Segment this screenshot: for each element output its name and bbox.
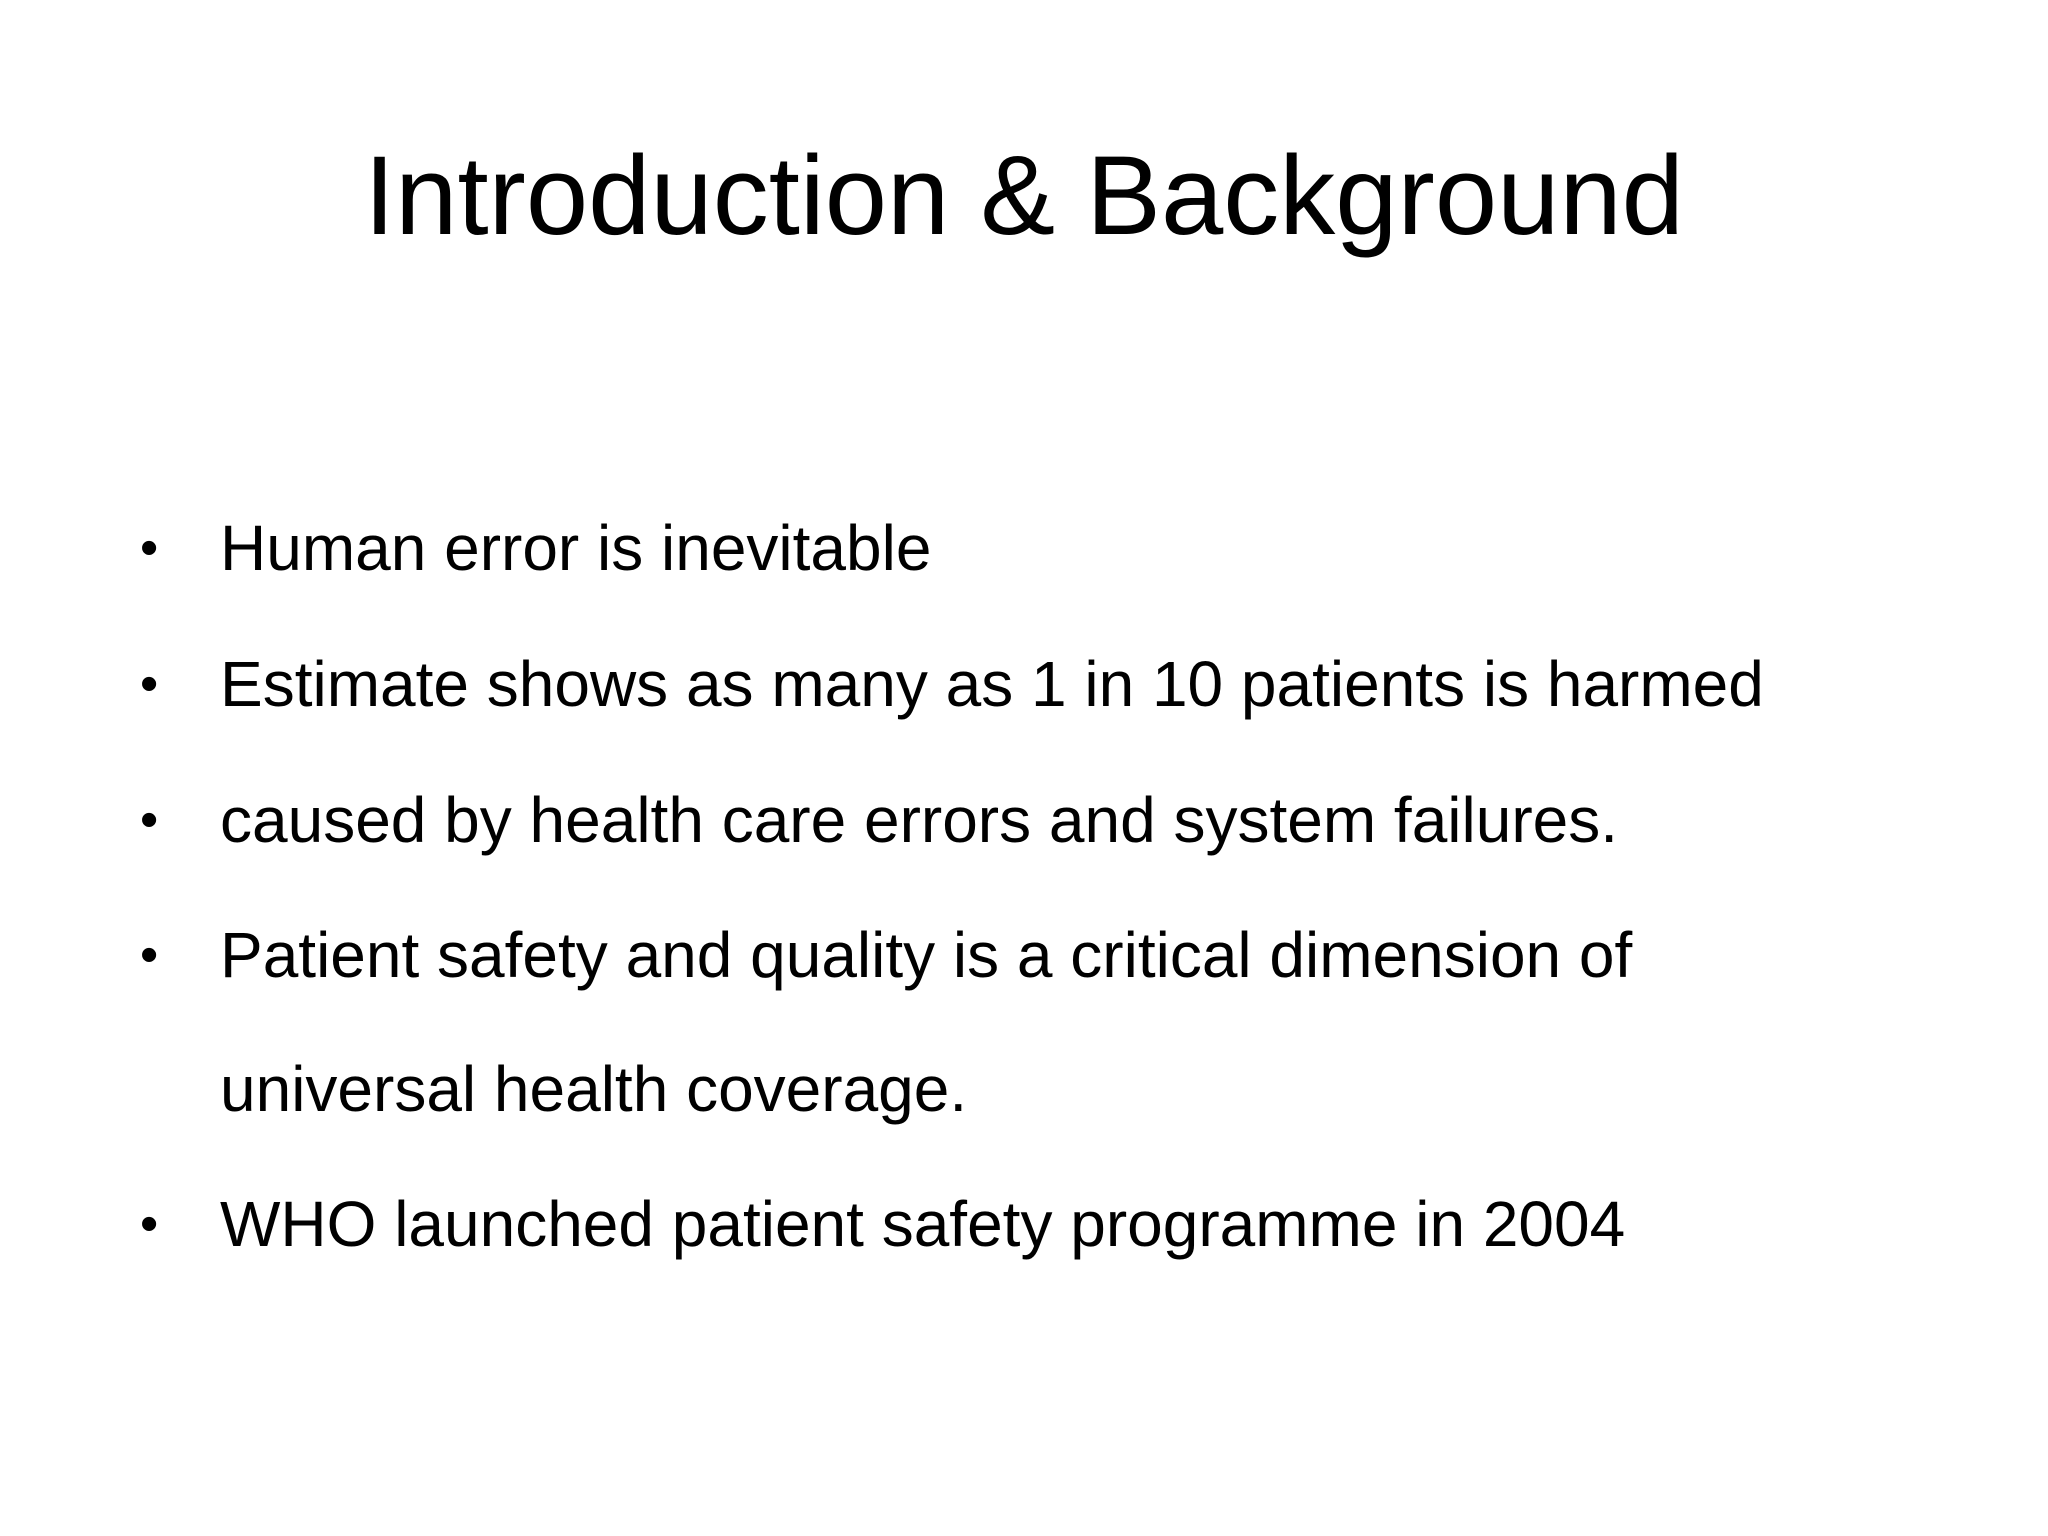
bullet-icon: •	[140, 519, 159, 577]
bullet-item	[140, 888, 1940, 1156]
bullet-text: caused by health care errors and system failures.	[220, 784, 1618, 856]
bullet-item	[140, 480, 1940, 616]
bullet-icon: •	[140, 655, 159, 713]
slide-title: Introduction & Background	[364, 133, 1684, 258]
bullet-icon: •	[140, 1195, 159, 1253]
bullet-text: Human error is inevitable	[220, 512, 932, 584]
bullet-item	[140, 752, 1940, 888]
bullet-text: WHO launched patient safety programme in 2004	[220, 1188, 1626, 1260]
bullet-text: Estimate shows as many as 1 in 10 patients is harmed	[220, 648, 1764, 720]
bullet-icon: •	[140, 791, 159, 849]
bullet-text: Patient safety and quality is a critical dimension of universal health coverage.	[220, 919, 1633, 1125]
bullet-icon: •	[140, 926, 159, 984]
bullet-item	[140, 1156, 1940, 1292]
bullet-item	[140, 616, 1940, 752]
bullet-list	[140, 480, 1940, 1292]
